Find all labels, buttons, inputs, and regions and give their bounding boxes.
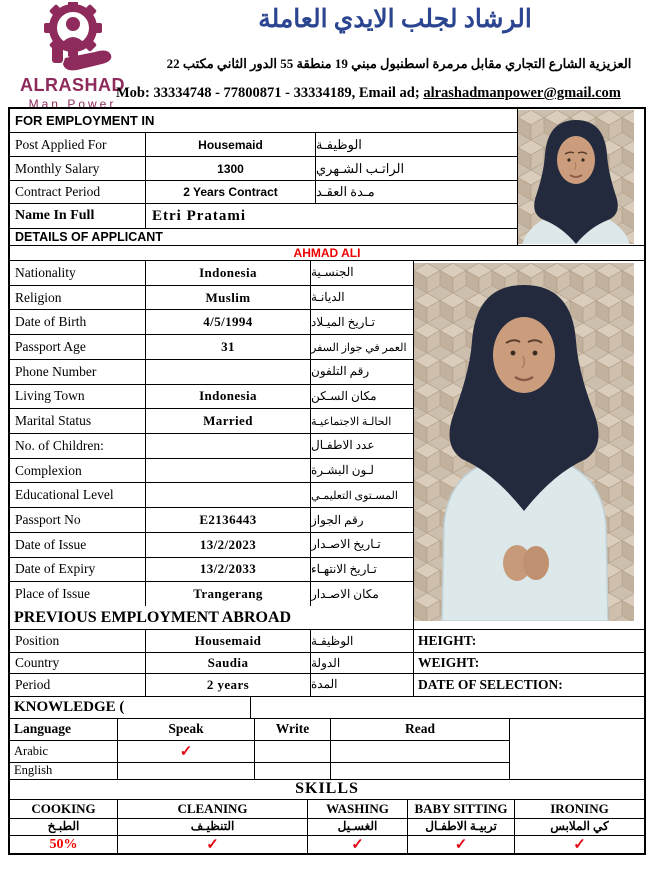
skill-cooking-value: 50%	[49, 836, 78, 852]
field-value: Trangerang	[145, 582, 310, 606]
logo-tagline: Man Power	[28, 97, 117, 111]
field-value: Muslim	[145, 286, 310, 310]
table-row	[10, 132, 517, 156]
field-label: Post Applied For	[15, 136, 107, 152]
section-for-employment-in: FOR EMPLOYMENT IN	[15, 113, 155, 128]
section-knowledge: KNOWLEDGE (	[14, 698, 125, 715]
table-row	[10, 261, 413, 285]
section-previous-employment: PREVIOUS EMPLOYMENT ABROAD	[14, 608, 292, 626]
details-rows	[10, 261, 413, 606]
employment-block	[10, 109, 644, 245]
field-label-arabic: مكان السـكن	[310, 385, 413, 409]
skill-ironing-ar: كي الملابس	[514, 819, 644, 836]
table-row	[10, 384, 413, 409]
speak-check: ✓	[117, 741, 254, 762]
field-value: 2 Years Contract	[145, 181, 315, 203]
field-label: Place of Issue	[15, 586, 90, 602]
cv-document	[8, 107, 646, 855]
field-label-arabic: تـاريخ الميـلاد	[310, 310, 413, 334]
manpower-logo-icon	[25, 2, 121, 72]
table-row	[10, 309, 413, 334]
table-row	[10, 408, 413, 433]
field-label-arabic: العمر في جواز السفر	[310, 335, 413, 359]
field-value: Housemaid	[145, 133, 315, 156]
table-row	[10, 458, 413, 483]
contact-numbers: Mob: 33334748 - 77800871 - 33334189, Email ad;	[116, 85, 424, 101]
table-row	[10, 334, 413, 359]
table-row	[10, 673, 644, 696]
table-row	[10, 652, 644, 672]
language-row-english	[10, 762, 509, 779]
field-label-arabic: المسـتوى التعليمـي	[310, 483, 413, 507]
field-value: 2 years	[145, 674, 310, 696]
weight-field: WEIGHT:	[413, 653, 644, 672]
knowledge-header-row	[10, 696, 644, 717]
field-value: Married	[145, 409, 310, 433]
field-value: 1300	[145, 157, 315, 180]
email-link[interactable]: alrashadmanpower@gmail.com	[423, 85, 621, 101]
field-label: No. of Children:	[15, 437, 104, 453]
skill-cleaning: CLEANING	[117, 800, 307, 818]
field-value: 31	[145, 335, 310, 359]
field-label: Date of Issue	[15, 536, 87, 552]
field-label: Complexion	[15, 462, 82, 478]
field-label-arabic: الجنسـية	[310, 261, 413, 285]
skill-ironing-check: ✓	[514, 836, 644, 853]
field-label: Period	[15, 676, 51, 692]
table-row	[10, 482, 413, 507]
field-value: Indonesia	[145, 261, 310, 285]
name-in-full-label: Name In Full	[15, 208, 95, 223]
field-label: Nationality	[15, 264, 76, 280]
field-label: Date of Expiry	[15, 561, 96, 577]
col-read: Read	[330, 719, 509, 741]
table-row	[10, 629, 644, 652]
field-value	[145, 360, 310, 384]
skills-arabic-row	[10, 818, 644, 836]
field-label: Phone Number	[15, 363, 97, 379]
language-header-row	[10, 719, 509, 741]
field-value: 4/5/1994	[145, 310, 310, 334]
field-label: Date of Birth	[15, 314, 87, 330]
date-of-selection-field: DATE OF SELECTION:	[413, 674, 644, 696]
table-row	[10, 557, 413, 582]
details-block	[10, 260, 644, 629]
skill-cooking: COOKING	[31, 800, 96, 816]
field-value	[145, 434, 310, 458]
field-label: Passport Age	[15, 339, 86, 355]
language-name: English	[14, 763, 53, 778]
field-value: E2136443	[145, 508, 310, 532]
field-value: 13/2/2023	[145, 533, 310, 557]
field-label: Living Town	[15, 388, 85, 404]
logo-name: ALRASHAD	[20, 75, 125, 95]
language-table	[10, 719, 509, 779]
col-write: Write	[254, 719, 330, 741]
skills-header-row	[10, 799, 644, 818]
skill-cleaning-ar: التنظيـف	[117, 819, 307, 836]
skills-value-row	[10, 835, 644, 853]
col-speak: Speak	[117, 719, 254, 741]
field-label-arabic: رقم الجواز	[310, 508, 413, 532]
field-label: Educational Level	[15, 487, 114, 503]
language-name: Arabic	[14, 744, 49, 758]
field-label-arabic: تـاريخ الاصـدار	[310, 533, 413, 557]
field-label-arabic: الوظيفـة	[310, 630, 413, 652]
table-row	[10, 180, 517, 203]
section-skills: SKILLS	[295, 780, 359, 798]
page-header	[0, 0, 654, 111]
language-row-arabic	[10, 740, 509, 762]
table-row	[10, 359, 413, 384]
field-label-arabic: الراتـب الشـهري	[315, 157, 517, 180]
table-row	[10, 507, 413, 532]
skill-washing: WASHING	[307, 800, 407, 818]
applicant-passport-photo	[517, 109, 644, 245]
field-label-arabic: الحالـة الاجتماعيـة	[310, 409, 413, 433]
name-in-full-value: Etri Pratami	[145, 204, 517, 228]
employment-table	[10, 109, 517, 245]
skill-baby-sitting-check: ✓	[407, 836, 514, 853]
language-block	[10, 718, 644, 779]
agent-name: AHMAD ALI	[293, 246, 361, 260]
write-check	[254, 741, 330, 762]
field-label: Religion	[15, 289, 62, 305]
field-value: Saudia	[145, 653, 310, 672]
field-label-arabic: لـون البشـرة	[310, 459, 413, 483]
field-label-arabic: عدد الاطفـال	[310, 434, 413, 458]
field-value: Indonesia	[145, 385, 310, 409]
field-label-arabic: مكان الاصـدار	[310, 582, 413, 606]
field-value	[145, 483, 310, 507]
read-check	[330, 763, 509, 779]
field-value: Housemaid	[145, 630, 310, 652]
field-label-arabic: الوظيفـة	[315, 133, 517, 156]
read-check	[330, 741, 509, 762]
skill-washing-ar: الغسـيل	[307, 819, 407, 836]
field-value: 13/2/2033	[145, 558, 310, 582]
table-row	[10, 532, 413, 557]
agency-address-arabic: العزيزية الشارع التجاري مقابل مرمرة اسطنبول مبني 19 منطقة 55 الدور الثاني مكتب 22	[166, 56, 632, 71]
field-label: Marital Status	[15, 413, 92, 429]
field-value	[145, 459, 310, 483]
speak-check	[117, 763, 254, 779]
field-label: Contract Period	[15, 184, 101, 199]
field-label-arabic: تـاريخ الانتهـاء	[310, 558, 413, 582]
skill-baby-sitting-ar: تربيـة الاطفـال	[407, 819, 514, 836]
skill-cooking-ar: الطبـخ	[47, 819, 80, 834]
section-details-of-applicant: DETAILS OF APPLICANT	[15, 230, 163, 244]
field-label: Passport No	[15, 512, 81, 528]
empty-cell	[250, 697, 644, 717]
skill-baby-sitting: BABY SITTING	[407, 800, 514, 818]
table-row	[10, 285, 413, 310]
table-row	[10, 203, 517, 228]
col-language: Language	[14, 721, 72, 737]
height-field: HEIGHT:	[413, 630, 644, 652]
field-label-arabic: مـدة العقـد	[315, 181, 517, 203]
details-table	[10, 261, 413, 629]
table-row	[10, 156, 517, 180]
field-label-arabic: الدولة	[310, 653, 413, 672]
table-row	[10, 581, 413, 606]
field-label: Monthly Salary	[15, 160, 100, 176]
skill-cleaning-check: ✓	[117, 836, 307, 853]
field-label-arabic: الديانـة	[310, 286, 413, 310]
field-label-arabic: المدة	[310, 674, 413, 696]
contact-line	[116, 85, 654, 102]
skill-washing-check: ✓	[307, 836, 407, 853]
empty-cell	[509, 719, 644, 779]
field-label-arabic: رقم التلفون	[310, 360, 413, 384]
agency-title-arabic: الرشاد لجلب الايدي العاملة	[258, 6, 532, 33]
table-row	[10, 433, 413, 458]
field-label: Position	[15, 633, 60, 649]
write-check	[254, 763, 330, 779]
applicant-full-photo	[413, 261, 644, 629]
skill-ironing: IRONING	[514, 800, 644, 818]
field-label: Country	[15, 655, 60, 671]
